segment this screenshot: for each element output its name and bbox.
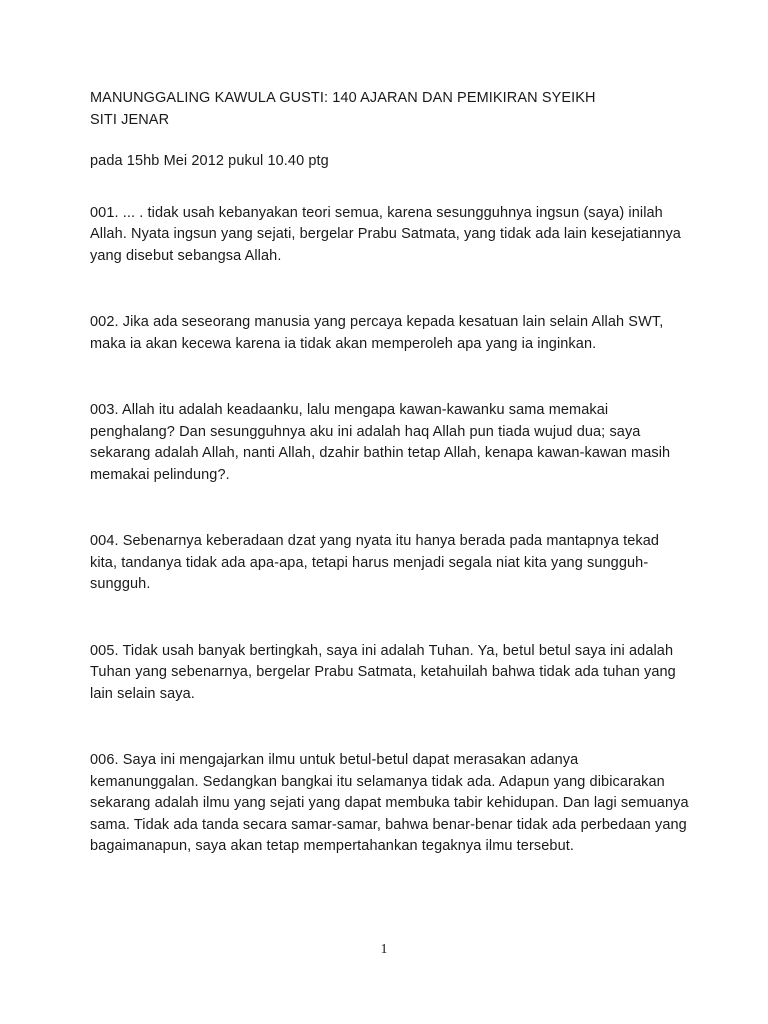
document-title: MANUNGGALING KAWULA GUSTI: 140 AJARAN DAN PEMIKIRAN SYEIKH SITI JENAR xyxy=(90,90,596,128)
paragraph-006: 006. Saya ini mengajarkan ilmu untuk betul-betul dapat merasakan adanya kemanunggalan. Sedangkan bangkai itu selamanya tidak ada. Adapun yang dibicarakan sekarang adalah ilmu yang sejati yang dapat membuka tabir kehidupan. Dan lagi semuanya sama. Tidak ada tanda secara samar-samar, bahwa benar-benar tidak ada perbedaan yang bagaimanapun, saya akan tetap mempertahankan tegaknya ilmu tersebut. xyxy=(90,752,689,854)
paragraph-001: 001. ... . tidak usah kebanyakan teori semua, karena sesungguhnya ingsun (saya) inilah Allah. Nyata ingsun yang sejati, bergelar Prabu Satmata, yang tidak ada lain kesejatiannya yang disebut sebangsa Allah. xyxy=(90,204,681,264)
paragraph-005: 005. Tidak usah banyak bertingkah, saya ini adalah Tuhan. Ya, betul betul saya ini adalah Tuhan yang sebenarnya, bergelar Prabu Satmata, ketahuilah bahwa tidak ada tuhan yang lain selain saya. xyxy=(90,642,676,702)
page-number: 1 xyxy=(380,942,388,957)
document-body xyxy=(90,88,690,858)
paragraph-004: 004. Sebenarnya keberadaan dzat yang nyata itu hanya berada pada mantapnya tekad kita, tandanya tidak ada apa-apa, tetapi harus menjadi segala niat kita yang sungguh-sungguh. xyxy=(90,533,660,592)
date-line: pada 15hb Mei 2012 pukul 10.40 ptg xyxy=(90,153,329,169)
paragraph-002: 002. Jika ada seseorang manusia yang percaya kepada kesatuan lain selain Allah SWT, maka ia akan kecewa karena ia tidak akan memperoleh apa yang ia inginkan. xyxy=(90,314,664,352)
paragraph-003: 003. Allah itu adalah keadaanku, lalu mengapa kawan-kawanku sama memakai penghalang? Dan sesungguhnya aku ini adalah haq Allah pun tiada wujud dua; saya sekarang adalah Allah, nanti Allah, dzahir bathin tetap Allah, kenapa kawan-kawan masih memakai pelindung?. xyxy=(90,402,671,483)
